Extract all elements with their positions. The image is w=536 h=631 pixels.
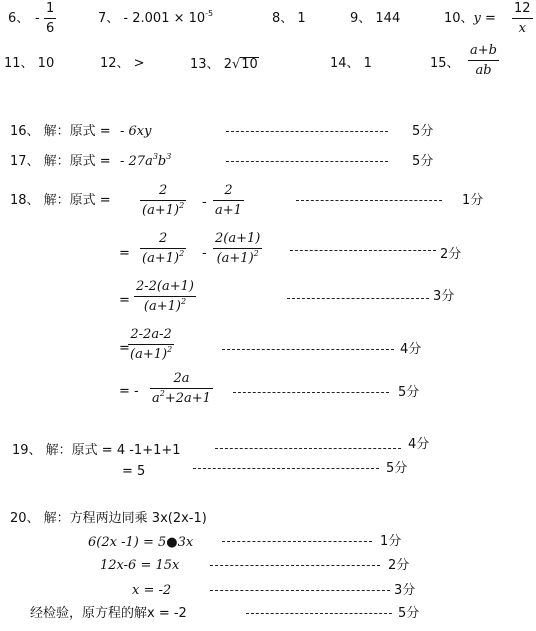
answer-13: 13、 2√10 bbox=[190, 57, 258, 72]
problem-19-leader-1 bbox=[215, 448, 401, 449]
problem-20-score-4: 5分 bbox=[398, 606, 420, 621]
answer-6-sign: - bbox=[35, 11, 40, 26]
problem-20-line-1: 6(2x -1) = 5●3x bbox=[88, 535, 194, 550]
problem-20-label: 20、 解：方程两边同乘 3x(2x-1) bbox=[10, 511, 207, 526]
problem-16-expr: - 6xy bbox=[120, 124, 152, 139]
problem-19-score-1: 4分 bbox=[408, 437, 430, 452]
problem-20-leader-2 bbox=[210, 565, 380, 566]
problem-20-leader-3 bbox=[210, 590, 390, 591]
problem-20-leader-1 bbox=[222, 541, 372, 542]
problem-18-s5-frac: $\frac{2a}{a^2+2a+1}$ bbox=[152, 371, 211, 406]
problem-18-s2-frac1: $\frac{2}{(a+1)^2}$ bbox=[142, 231, 185, 266]
answer-12: 12、 > bbox=[100, 56, 145, 71]
answer-7: 7、 - $2.001 \times 10^{-5}$ bbox=[98, 9, 214, 26]
answer-15: 15、 bbox=[430, 56, 460, 71]
problem-20-leader-4 bbox=[246, 613, 392, 614]
answer-10-fraction: $\frac{12}{x}$ bbox=[514, 1, 531, 36]
answer-14: 14、 1 bbox=[330, 56, 372, 71]
problem-18-s2-frac2: $\frac{2(a+1)}{(a+1)^2}$ bbox=[215, 231, 261, 266]
problem-19-line-2: = 5 bbox=[122, 464, 146, 479]
problem-17-label: 17、 解：原式 = bbox=[10, 154, 111, 169]
problem-16-score: 5分 bbox=[412, 124, 434, 139]
problem-19-leader-2 bbox=[193, 468, 379, 469]
problem-20-score-3: 3分 bbox=[394, 583, 416, 598]
problem-20-line-2: 12x-6 = 15x bbox=[100, 558, 180, 573]
problem-18-s5-score: 5分 bbox=[398, 385, 420, 400]
problem-18-s4-leader bbox=[222, 349, 394, 350]
problem-16-leader bbox=[226, 131, 388, 132]
problem-20-line-3: x = -2 bbox=[132, 583, 172, 598]
answer-11: 11、 10 bbox=[4, 56, 55, 71]
problem-20-score-1: 1分 bbox=[380, 534, 402, 549]
problem-18-s2-op: - bbox=[202, 246, 207, 261]
problem-18-s1-score: 1分 bbox=[462, 193, 484, 208]
answer-8: 8、 1 bbox=[272, 11, 306, 26]
problem-18-s3-eq: = bbox=[119, 293, 130, 308]
problem-19-label: 19、 解：原式 = 4 -1+1+1 bbox=[12, 443, 181, 458]
problem-18-s1-op: - bbox=[202, 195, 207, 210]
problem-20-score-2: 2分 bbox=[388, 558, 410, 573]
answer-15-fraction: $\frac{a+b}{ab}$ bbox=[470, 43, 497, 78]
problem-18-s4-frac: $\frac{2-2a-2}{(a+1)^2}$ bbox=[130, 327, 173, 362]
answer-6-label: 6、 bbox=[8, 11, 30, 26]
problem-18-s3-frac: $\frac{2-2(a+1)}{(a+1)^2}$ bbox=[136, 279, 194, 314]
problem-20-line-4: 经检验，原方程的解x = -2 bbox=[30, 606, 187, 621]
problem-18-s5-eq: = - bbox=[119, 384, 139, 399]
answer-9: 9、 144 bbox=[350, 11, 401, 26]
problem-18-s4-score: 4分 bbox=[400, 342, 422, 357]
answer-6-fraction: $\frac{1}{6}$ bbox=[46, 1, 55, 36]
problem-18-s1-frac1: $\frac{2}{(a+1)^2}$ bbox=[142, 183, 185, 218]
problem-19-score-2: 5分 bbox=[386, 461, 408, 476]
problem-18-s2-eq: = bbox=[119, 246, 130, 261]
problem-18-s2-leader bbox=[290, 250, 436, 251]
problem-18-s3-leader bbox=[287, 298, 429, 299]
problem-17-score: 5分 bbox=[412, 154, 434, 169]
problem-18-s5-leader bbox=[233, 392, 389, 393]
problem-17-expr: - $27a^3b^3$ bbox=[120, 152, 172, 169]
problem-18-s3-score: 3分 bbox=[433, 289, 455, 304]
problem-18-s4-eq: = bbox=[119, 341, 130, 356]
problem-17-leader bbox=[226, 161, 388, 162]
problem-18-s1-leader bbox=[296, 200, 442, 201]
problem-18-s2-score: 2分 bbox=[440, 247, 462, 262]
problem-18-label: 18、 解：原式 = bbox=[10, 193, 111, 208]
answer-10: 10、y = bbox=[444, 11, 496, 26]
problem-16-label: 16、 解：原式 = bbox=[10, 124, 111, 139]
problem-18-s1-frac2: $\frac{2}{a+1}$ bbox=[215, 183, 242, 218]
